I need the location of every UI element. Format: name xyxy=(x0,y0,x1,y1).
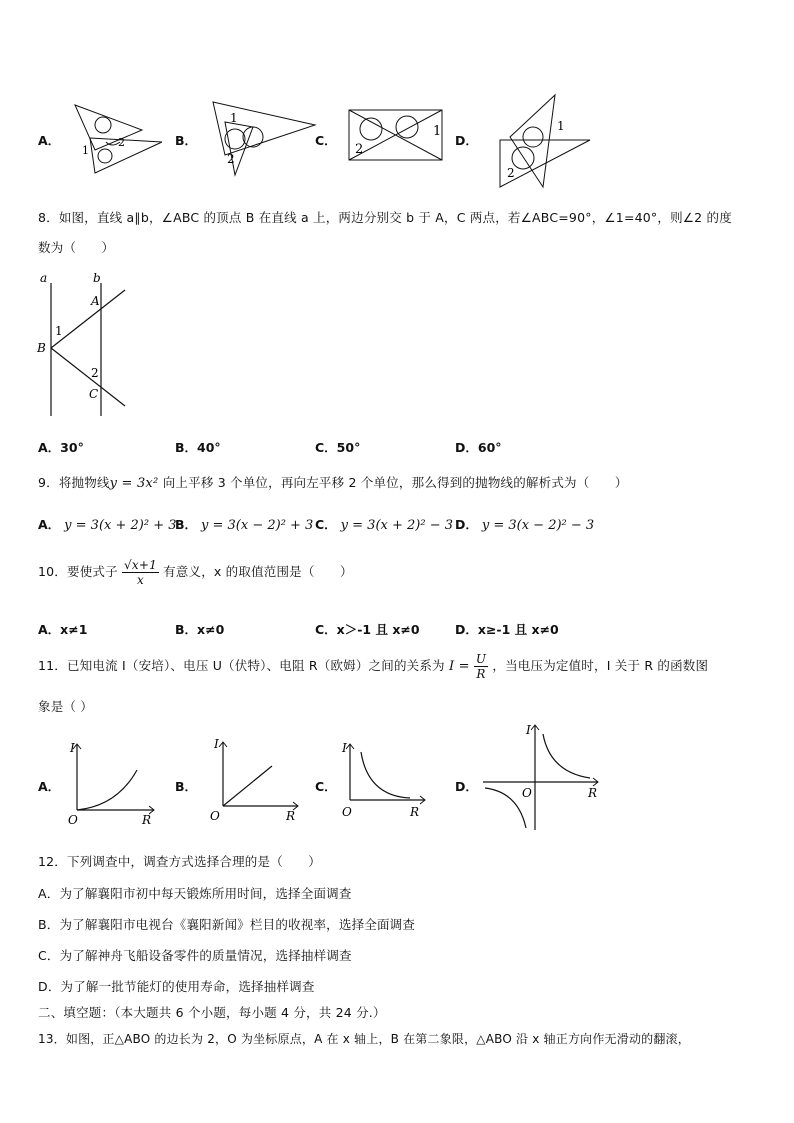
q9-stem-suffix: 向上平移 3 个单位，再向左平移 2 个单位，那么得到的抛物线的解析式为（ ） xyxy=(162,475,628,490)
q10-option-a: A．x≠1 xyxy=(38,622,88,637)
q11-fraction xyxy=(474,652,488,681)
q8-angle-2: 2 xyxy=(91,366,99,380)
q11-fraction-numerator: U xyxy=(475,652,487,666)
q9-option-d: D． y = 3(x − 2)² − 3 xyxy=(455,517,595,533)
q11-fraction-denominator: R xyxy=(476,667,486,681)
svg-text:O: O xyxy=(522,786,532,800)
q8-option-a: A．30° xyxy=(38,440,84,455)
q8-figure xyxy=(35,268,135,416)
q10-option-b: B．x≠0 xyxy=(175,622,225,637)
svg-text:I: I xyxy=(526,723,531,737)
q11-stem-line2: 象是（ ） xyxy=(38,699,93,714)
svg-text:R: R xyxy=(142,813,152,826)
q10-fraction-denominator: x xyxy=(136,573,144,587)
q7b-angle-2: 2 xyxy=(227,152,235,166)
q7-option-a-label: A． xyxy=(38,133,61,148)
q10-stem-prefix: 10．要使式子 xyxy=(38,564,118,579)
q8-line-b-label: b xyxy=(93,271,101,285)
q7c-angle-1: 1 xyxy=(433,124,442,139)
q11-stem-suffix: ，当电压为定值时，I 关于 R 的函数图 xyxy=(492,658,709,673)
q12-option-c: C．为了解神舟飞船设备零件的质量情况，选择抽样调查 xyxy=(38,948,352,963)
q11-graph-c xyxy=(340,738,435,824)
q7c-angle-2: 2 xyxy=(355,142,364,157)
q11-stem-prefix: 11．已知电流 I（安培）、电压 U（伏特）、电阻 R（欧姆）之间的关系为 xyxy=(38,658,445,673)
q9-stem xyxy=(38,473,628,491)
q7b-angle-1: 1 xyxy=(230,111,238,125)
svg-text:R: R xyxy=(410,805,420,819)
svg-text:O: O xyxy=(68,813,78,826)
q8-option-d: D．60° xyxy=(455,440,502,455)
q7-option-c-label: C． xyxy=(315,133,337,148)
q8-option-c: C．50° xyxy=(315,440,361,455)
q11-graph-a xyxy=(62,738,157,826)
svg-text:O: O xyxy=(342,805,352,819)
q11-option-d-label: D． xyxy=(455,779,478,794)
q13-stem: 13．如图，正△ABO 的边长为 2，O 为坐标原点，A 在 x 轴上，B 在第二象限，△ABO 沿 x 轴正方向作无滑动的翻滚， xyxy=(38,1032,690,1046)
q10-fraction-numerator: √x+1 xyxy=(124,558,157,572)
q12-option-a: A．为了解襄阳市初中每天锻炼所用时间，选择全面调查 xyxy=(38,886,352,901)
svg-text:R: R xyxy=(286,809,296,823)
q8-stem-line2: 数为（ ） xyxy=(38,240,115,255)
q7-figure-d xyxy=(495,92,595,192)
q7d-angle-2: 2 xyxy=(507,166,515,180)
q8-option-b: B．40° xyxy=(175,440,221,455)
q9-stem-prefix: 9．将抛物线 xyxy=(38,475,110,490)
q7-option-d-label: D． xyxy=(455,133,478,148)
q11-stem-line1 xyxy=(38,652,708,681)
q10-fraction xyxy=(122,558,159,587)
q8-point-c: C xyxy=(89,387,99,401)
q7-figure-b xyxy=(205,97,325,177)
q7a-angle-1: 1 xyxy=(82,144,89,157)
section-2-heading: 二、填空题：（本大题共 6 个小题，每小题 4 分，共 24 分.） xyxy=(38,1005,386,1020)
q8-stem-line1: 8．如图，直线 a∥b，∠ABC 的顶点 B 在直线 a 上，两边分别交 b 于 A，C 两点，若∠ABC=90°，∠1=40°，则∠2 的度 xyxy=(38,210,732,225)
svg-text:I: I xyxy=(70,741,75,755)
q11-graph-d xyxy=(480,720,605,835)
q11-option-c-label: C． xyxy=(315,779,337,794)
q7a-angle-2: 2 xyxy=(118,136,125,149)
q10-option-d: D．x≥-1 且 x≠0 xyxy=(455,622,559,637)
svg-text:R: R xyxy=(588,786,598,800)
q9-option-a: A． y = 3(x + 2)² + 3 xyxy=(38,517,177,533)
q8-line-a-label: a xyxy=(40,271,48,285)
q12-option-b: B．为了解襄阳市电视台《襄阳新闻》栏目的收视率，选择全面调查 xyxy=(38,917,416,932)
q10-option-c: C．x＞-1 且 x≠0 xyxy=(315,622,420,637)
q7d-angle-1: 1 xyxy=(557,119,565,133)
q11-option-a-label: A． xyxy=(38,779,61,794)
q12-option-d: D．为了解一批节能灯的使用寿命，选择抽样调查 xyxy=(38,979,315,994)
svg-text:I: I xyxy=(342,741,347,755)
q7-figure-c xyxy=(345,105,455,165)
q7-option-b-label: B． xyxy=(175,133,198,148)
svg-text:O: O xyxy=(210,809,220,823)
q12-stem: 12．下列调查中，调查方式选择合理的是（ ） xyxy=(38,854,322,869)
q10-stem xyxy=(38,558,353,587)
q8-point-b: B xyxy=(37,341,46,355)
q9-option-b: B． y = 3(x − 2)² + 3 xyxy=(175,517,314,533)
q9-stem-expression: y = 3x² xyxy=(109,476,163,491)
q9-option-c: C． y = 3(x + 2)² − 3 xyxy=(315,517,453,533)
q7-figure-a xyxy=(70,100,170,180)
q11-option-b-label: B． xyxy=(175,779,198,794)
svg-text:I: I xyxy=(214,737,219,751)
q11-formula-lhs: I = xyxy=(448,659,470,674)
q8-angle-1: 1 xyxy=(55,324,63,338)
q11-graph-b xyxy=(208,736,303,824)
q8-point-a: A xyxy=(91,294,100,308)
q10-stem-suffix: 有意义，x 的取值范围是（ ） xyxy=(163,564,353,579)
